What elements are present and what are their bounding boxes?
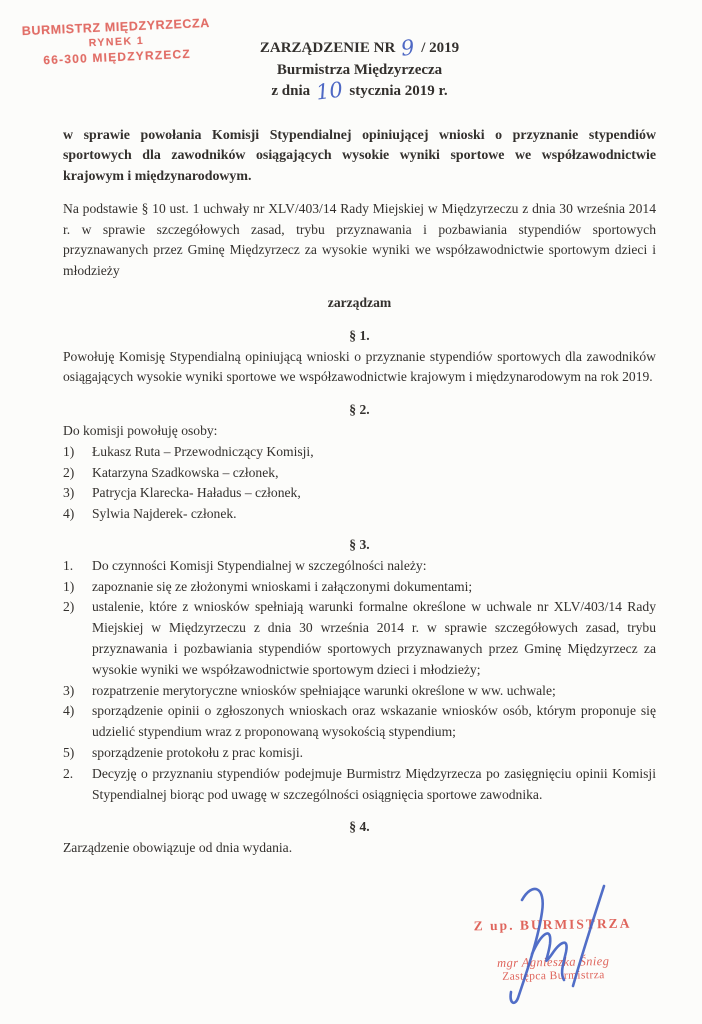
- title-prefix: ZARZĄDZENIE NR: [259, 40, 396, 56]
- list-marker: 2): [63, 599, 75, 615]
- handwritten-ordinance-number: 9: [399, 35, 416, 61]
- duty-row: [63, 743, 656, 764]
- list-marker: 2): [63, 464, 75, 480]
- date-prefix: z dnia: [271, 83, 311, 99]
- list-marker: 4): [63, 703, 75, 719]
- list-marker: 3): [63, 682, 75, 698]
- duty-row: [63, 556, 656, 577]
- list-marker: 1): [63, 443, 75, 459]
- section-2-heading: § 2.: [349, 402, 370, 418]
- committee-member-row: [63, 442, 656, 463]
- committee-member-row: [63, 483, 656, 504]
- title-suffix: / 2019: [421, 40, 460, 56]
- duty-text: Decyzję o przyznaniu stypendiów podejmuje Burmistrz Międzyrzecza po zasięgnięciu opinii Komisji Stypendialnej biorąc pod uwagę w szczególności osiągnięcia sportowe zawodnika.: [92, 765, 656, 802]
- ordain-word: zarządzam: [327, 295, 392, 311]
- list-marker: 1.: [63, 557, 74, 573]
- sender-stamp-authority: BURMISTRZ MIĘDZYRZECZA: [21, 15, 211, 39]
- committee-member-row: [63, 504, 656, 525]
- duty-text: ustalenie, które z wniosków spełniają warunki formalne określone w uchwale nr XLV/403/14 Rady Miejskiej w Międzyrzeczu z dnia 30 września 2014 r. w sprawie szczegółowych zasad, trybu przyznawania i pozbawiania stypendiów sportowych przyznawanych przez Gminę Międzyrzecz za wysokie wyniki we współzawodnictwie sportowym dzieci i młodzieży;: [92, 599, 656, 677]
- section-4-heading: § 4.: [349, 819, 370, 835]
- signature-authority-line: Z up. BURMISTRZA: [473, 915, 632, 934]
- committee-member-row: [63, 463, 656, 484]
- committee-member-text: Katarzyna Szadkowska – członek,: [92, 464, 279, 480]
- section-3-heading: § 3.: [349, 537, 370, 553]
- list-marker: 3): [63, 485, 75, 501]
- signature-stamp: [442, 915, 663, 985]
- signatory-name: mgr Agnieszka Śnieg: [496, 954, 610, 970]
- duty-text: zapoznanie się ze złożonymi wnioskami i załączonymi dokumentami;: [92, 578, 473, 594]
- duty-row: [63, 681, 656, 702]
- sender-stamp-city: 66-300 MIĘDZYRZECZ: [43, 46, 192, 68]
- list-marker: 5): [63, 745, 75, 761]
- committee-member-text: Sylwia Najderek- członek.: [92, 506, 237, 522]
- duty-row: [63, 701, 656, 743]
- duty-row: [63, 577, 656, 598]
- duty-row: [63, 764, 656, 806]
- duty-text: rozpatrzenie merytoryczne wniosków spełniające warunki określone w ww. uchwale;: [92, 682, 556, 698]
- section-1-body: Powołuję Komisję Stypendialną opiniującą wnioski o przyznanie stypendiów sportowych dla zawodników osiągających wysokie wyniki sportowe we współzawodnictwie krajowym i międzynarodowym na rok 2019.: [63, 348, 656, 385]
- subject-paragraph: w sprawie powołania Komisji Stypendialnej opiniującej wnioski o przyznanie stypendiów sportowych dla zawodników osiągających wysokie wyniki sportowe we współzawodnictwie krajowym i międzynarodowym.: [63, 127, 656, 185]
- duty-row: [63, 597, 656, 680]
- section-1-heading: § 1.: [349, 327, 370, 343]
- signatory-title: Zastępca Burmistrza: [502, 969, 605, 983]
- list-marker: 1): [63, 578, 75, 594]
- section-4-body: Zarządzenie obowiązuje od dnia wydania.: [63, 840, 293, 856]
- committee-member-text: Łukasz Ruta – Przewodniczący Komisji,: [92, 443, 314, 459]
- duty-text: sporządzenie protokołu z prac komisji.: [92, 745, 304, 761]
- list-marker: 4): [63, 506, 75, 522]
- title-date-line: [63, 77, 656, 105]
- sender-stamp-street: RYNEK 1: [88, 34, 145, 50]
- duty-text: Do czynności Komisji Stypendialnej w szczególności należy:: [92, 557, 427, 573]
- duty-text: sporządzenie opinii o zgłoszonych wnioskach oraz wskazanie wniosków osób, którym proponuje się udzielić stypendium wraz z proponowaną wysokością stypendium;: [92, 703, 656, 740]
- list-marker: 2.: [63, 765, 74, 781]
- committee-member-text: Patrycja Klarecka- Haładus – członek,: [92, 485, 301, 501]
- section-2-intro: Do komisji powołuję osoby:: [63, 423, 218, 439]
- legal-basis-paragraph: Na podstawie § 10 ust. 1 uchwały nr XLV/403/14 Rady Miejskiej w Międzyrzeczu z dnia 30 września 2014 r. w sprawie szczegółowych zasad, trybu przyznawania i pozbawiania stypendiów sportowych przyznawanych przez Gminę Międzyrzecz za wysokie wyniki we współzawodnictwie sportowym dzieci i młodzieży: [63, 200, 656, 279]
- date-suffix: stycznia 2019 r.: [349, 83, 448, 99]
- handwritten-day-number: 10: [314, 77, 345, 105]
- title-issuer: Burmistrza Międzyrzecza: [276, 61, 443, 78]
